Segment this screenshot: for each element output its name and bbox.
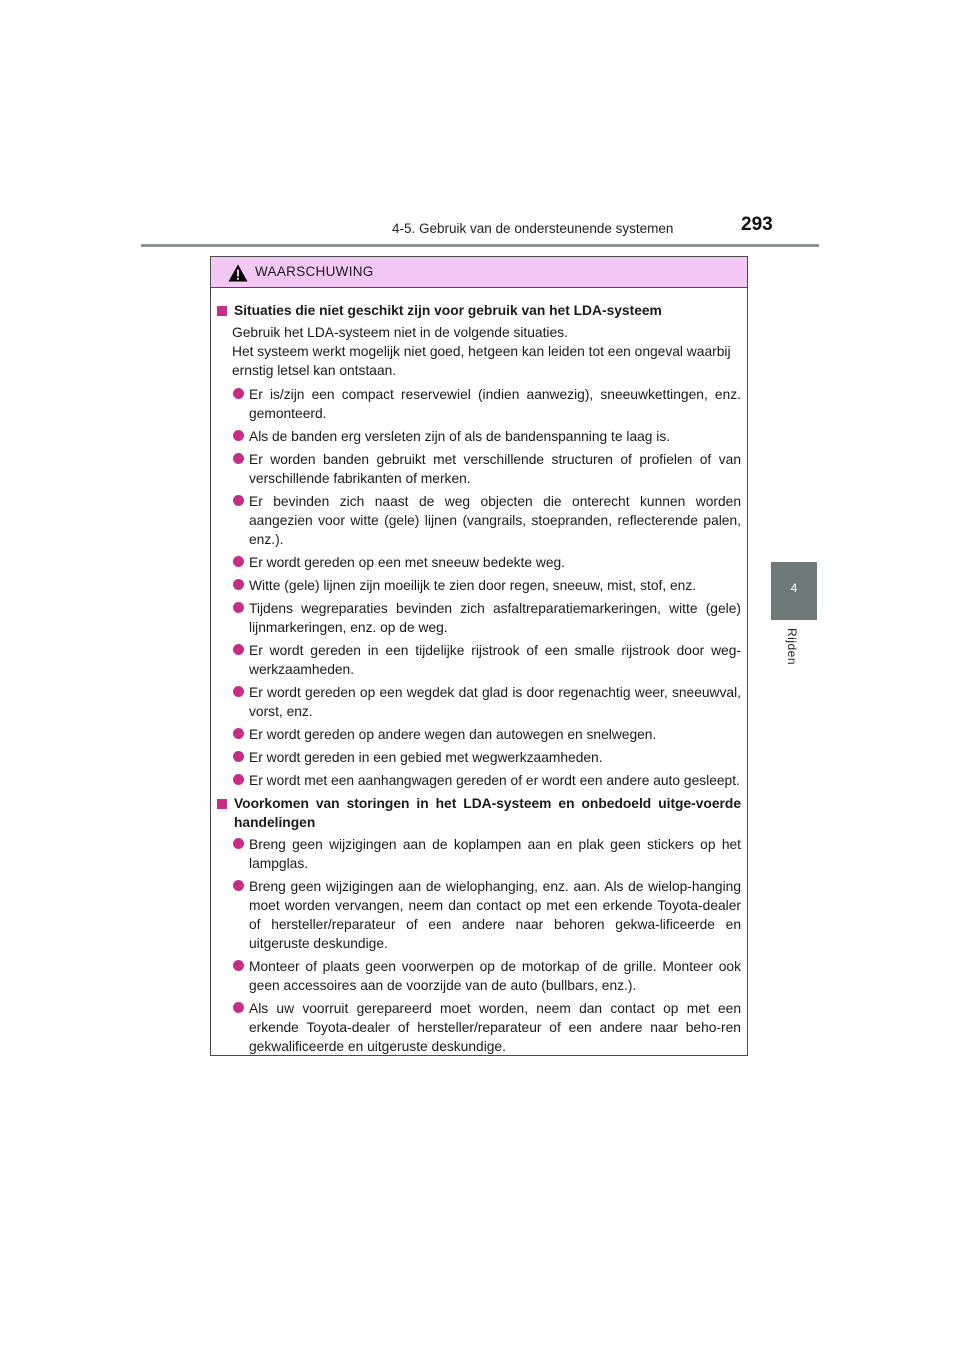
warning-header (211, 257, 747, 288)
list-item (217, 683, 741, 721)
chapter-tab (771, 562, 817, 620)
list-item-text: Als uw voorruit gerepareerd moet worden, neem dan contact op met een erkende Toyota-dealer of hersteller/reparateur of een andere naar beho-ren gekwalificeerde en uitgeruste deskundige. (249, 1001, 741, 1054)
section-marker-icon (217, 306, 227, 316)
list-item (217, 492, 741, 549)
bullet-icon (233, 751, 244, 762)
list-item (217, 771, 741, 790)
bullet-icon (233, 728, 244, 739)
list-item-text: Breng geen wijzigingen aan de koplampen aan en plak geen stickers op het lampglas. (249, 837, 741, 871)
bullet-icon (233, 1002, 244, 1013)
header-title: 4-5. Gebruik van de ondersteunende systemen (392, 221, 674, 236)
list-item (217, 385, 741, 423)
list-item-text: Er is/zijn een compact reservewiel (indien aanwezig), sneeuwkettingen, enz. gemonteerd. (249, 387, 741, 421)
list-item-text: Tijdens wegreparaties bevinden zich asfaltreparatiemarkeringen, witte (gele) lijnmarkeringen, enz. op de weg. (249, 601, 741, 635)
warning-box (210, 256, 748, 1056)
list-item (217, 641, 741, 679)
bullet-icon (233, 579, 244, 590)
list-item (217, 877, 741, 953)
list-item (217, 599, 741, 637)
header-rule (141, 244, 819, 247)
bullet-icon (233, 556, 244, 567)
list-item-text: Breng geen wijzigingen aan de wielophanging, enz. aan. Als de wielop-hanging moet worden vervangen, neem dan contact op met een erkende Toyota-dealer of hersteller/reparateur of een andere naar behoren gekwa-lificeerde en uitgeruste deskundige. (249, 879, 741, 951)
list-item (217, 553, 741, 572)
warning-body (211, 288, 747, 1056)
bullet-icon (233, 838, 244, 849)
list-item (217, 999, 741, 1056)
bullet-icon (233, 960, 244, 971)
list-item (217, 725, 741, 744)
list-item-text: Witte (gele) lijnen zijn moeilijk te zien door regen, sneeuw, mist, stof, enz. (249, 578, 697, 593)
warning-triangle-icon (228, 264, 248, 282)
list-item-text: Er wordt gereden in een tijdelijke rijstrook of een smalle rijstrook door weg-werkzaamheden. (249, 643, 741, 677)
list-item-text: Er wordt gereden op een wegdek dat glad is door regenachtig weer, sneeuwval, vorst, enz. (249, 685, 741, 719)
list-item (217, 450, 741, 488)
list-item-text: Monteer of plaats geen voorwerpen op de motorkap of de grille. Monteer ook geen accessoires aan de voorzijde van de auto (bullbars, enz.). (249, 959, 741, 993)
list-item-text: Er bevinden zich naast de weg objecten die onterecht kunnen worden aangezien voor witte (gele) lijnen (vangrails, stoepranden, reflecterende palen, enz.). (249, 494, 741, 547)
list-item (217, 957, 741, 995)
bullet-icon (233, 686, 244, 697)
bullet-icon (233, 453, 244, 464)
warning-title: WAARSCHUWING (255, 264, 374, 279)
section-intro: Gebruik het LDA-systeem niet in de volgende situaties. Het systeem werkt mogelijk niet goed, hetgeen kan leiden tot een ongeval waarbij ernstig letsel kan ontstaan. (232, 325, 731, 378)
bullet-icon (233, 495, 244, 506)
section-heading (217, 794, 741, 832)
list-item (217, 835, 741, 873)
list-item (217, 427, 741, 446)
bullet-icon (233, 388, 244, 399)
list-item-text: Er wordt gereden in een gebied met wegwerkzaamheden. (249, 750, 603, 765)
section-heading (217, 301, 741, 320)
list-item (217, 748, 741, 767)
section-heading-text: Voorkomen van storingen in het LDA-systeem en onbedoeld uitge-voerde handelingen (234, 796, 741, 830)
chapter-number: 4 (790, 581, 798, 595)
bullet-icon (233, 430, 244, 441)
list-item-text: Er wordt gereden op een met sneeuw bedekte weg. (249, 555, 565, 570)
chapter-label: Rijden (785, 628, 799, 666)
list-item-text: Er worden banden gebruikt met verschillende structuren of profielen of van verschillende fabrikanten of merken. (249, 452, 741, 486)
list-item-text: Er wordt gereden op andere wegen dan autowegen en snelwegen. (249, 727, 657, 742)
section-heading-text: Situaties die niet geschikt zijn voor gebruik van het LDA-systeem (234, 303, 662, 318)
section-marker-icon (217, 799, 227, 809)
bullet-icon (233, 880, 244, 891)
page-number: 293 (741, 214, 773, 235)
list-item-text: Er wordt met een aanhangwagen gereden of er wordt een andere auto gesleept. (249, 773, 740, 788)
list-item (217, 576, 741, 595)
bullet-icon (233, 774, 244, 785)
list-item-text: Als de banden erg versleten zijn of als de bandenspanning te laag is. (249, 429, 671, 444)
bullet-icon (233, 602, 244, 613)
bullet-icon (233, 644, 244, 655)
